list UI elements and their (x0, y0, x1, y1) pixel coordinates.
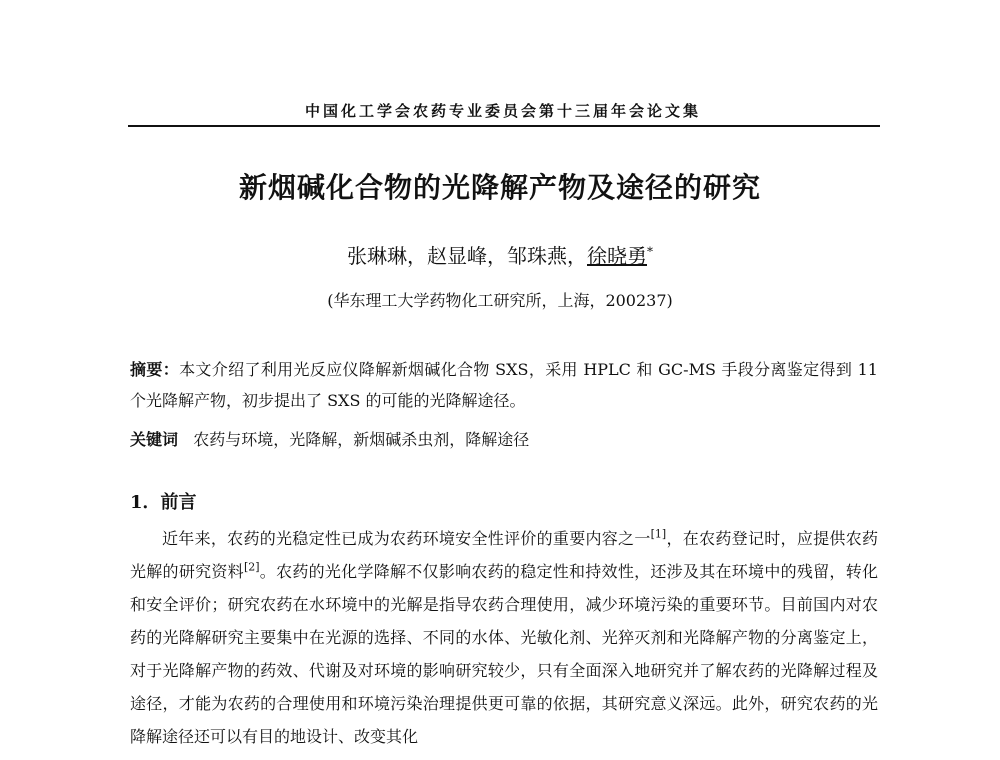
introduction-paragraph (130, 522, 878, 753)
keywords-label: 关键词 (130, 430, 179, 449)
keywords-text: 农药与环境，光降解，新烟碱杀虫剂，降解途径 (193, 430, 530, 449)
author-names: 张琳琳，赵显峰，邹珠燕， (347, 244, 587, 268)
citation-2: [2] (243, 560, 260, 574)
abstract-label: 摘要： (130, 360, 180, 379)
corresponding-mark: * (647, 244, 653, 259)
intro-text-2: ，在农药登记时，应提供农药光解的研究资料 (130, 529, 878, 581)
intro-text-3: 。农药的光化学降解不仅影响农药的稳定性和持效性，还涉及其在环境中的残留，转化和安全评价；研究农药在水环境中的光解是指导农药合理使用，减少环境污染的重要环节。目前国内对农药的光降解研究主要集中在光源的选择、不同的水体、光敏化剂、光猝灭剂和光降解产物的分离鉴定上，对于光降解产物的药效、代谢及对环境的影响研究较少，只有全面深入地研究并了解农药的光降解过程及途径，才能为农药的合理使用和环境污染治理提供更可靠的依据，其研究意义深远。此外，研究农药的光降解途径还可以有目的地设计、改变其化 (130, 562, 878, 746)
affiliation: (华东理工大学药物化工研究所，上海，200237) (327, 291, 673, 310)
header-rule (128, 125, 880, 127)
section-heading-introduction: 1．前言 (130, 492, 197, 513)
intro-text-1: 近年来，农药的光稳定性已成为农药环境安全性评价的重要内容之一 (162, 529, 651, 548)
citation-1: [1] (650, 527, 667, 541)
corresponding-author: 徐晓勇 (587, 244, 647, 268)
author-list (0, 240, 1000, 269)
abstract (130, 354, 878, 416)
running-header: 中国化工学会农药专业委员会第十三届年会论文集 (304, 102, 701, 120)
paper-title: 新烟碱化合物的光降解产物及途径的研究 (238, 171, 761, 204)
abstract-text: 本文介绍了利用光反应仪降解新烟碱化合物 SXS，采用 HPLC 和 GC-MS 手段分离鉴定得到 11 个光降解产物，初步提出了 SXS 的可能的光降解途径。 (130, 360, 878, 410)
keywords (130, 424, 878, 455)
